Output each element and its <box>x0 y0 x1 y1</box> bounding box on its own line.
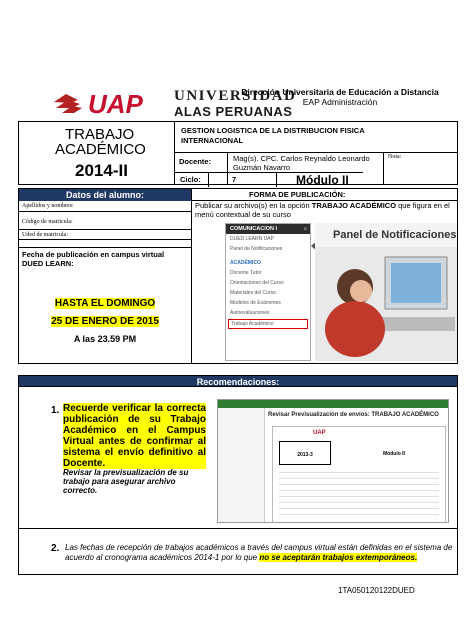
menu-item-orientaciones: Orientaciones del Curso <box>230 280 284 286</box>
rec1-text: Recuerde verificar la correcta publicación de su Trabajo Académico en el Campus Virtual antes de confirmar al sistema el envío definitivo al Docente. <box>63 403 206 469</box>
footer-code: 1TA050120122DUED <box>338 586 415 595</box>
row-divider-2 <box>19 211 191 212</box>
direction-header <box>240 87 440 107</box>
recommendation-2 <box>18 529 458 575</box>
university-line2: ALAS PERUANAS <box>174 104 293 119</box>
menu-section: ACADÉMICO <box>230 260 261 266</box>
menu-header <box>226 224 310 234</box>
rec1-number: 1. <box>51 405 60 416</box>
col-divider-2 <box>383 152 384 184</box>
trabajo-title: TRABAJO <box>65 126 135 143</box>
modulo-label: Módulo II <box>296 173 349 187</box>
preview-topbar <box>218 400 448 408</box>
apellidos-label: Apellidos y nombres: <box>22 203 74 209</box>
course-name: GESTION LOGISTICA DE LA DISTRIBUCION FISICA INTERNACIONAL <box>181 126 365 145</box>
notification-panel <box>315 223 457 361</box>
docente-label: Docente: <box>179 157 212 166</box>
rec2-number: 2. <box>51 543 60 554</box>
nota-label: Nota: <box>388 154 402 160</box>
preview-period: 2013-3 <box>297 452 313 458</box>
uap-wing-logo-icon <box>52 86 160 120</box>
preview-modulo: Módulo II <box>383 451 405 457</box>
publication-text-bold: TRABAJO ACADÉMICO <box>311 201 397 210</box>
preview-screenshot <box>217 399 449 523</box>
rec2-text <box>65 543 453 563</box>
col-divider-4 <box>276 173 277 187</box>
deadline-line2: 25 DE ENERO DE 2015 <box>51 316 159 327</box>
direction-text: Dirección Universitaria de Educación a Distancia <box>241 87 439 97</box>
period-title: 2014-II <box>75 161 128 180</box>
menu-screenshot <box>225 223 311 361</box>
col-divider-3 <box>208 173 209 187</box>
recommendation-1 <box>18 387 458 529</box>
docente-value: Mag(s). CPC. Carlos Reynaldo Leonardo Guzmán Navarro <box>233 154 370 172</box>
title-left-cell <box>19 122 175 184</box>
preview-lines <box>279 467 439 517</box>
menu-item-autoeval: Autoevaluaciones <box>230 310 270 316</box>
menu-item-materiales: Materiales del Curso <box>230 290 276 296</box>
udea-label: Uded de matricula: <box>22 232 68 238</box>
rec2-highlight: no se aceptarán trabajos extemporáneos. <box>259 553 418 562</box>
admin-text: EAP Administración <box>302 97 378 107</box>
menu-header-text: COMUNICACION I <box>230 226 278 232</box>
university-line1: UNIVERSIDAD <box>174 88 297 104</box>
menu-item-modelos: Modelos de Exámenes <box>230 300 281 306</box>
uap-logo <box>52 86 297 120</box>
ciclo-row <box>174 172 363 186</box>
menu-item-dued: DUED LEARN UAP <box>230 236 274 242</box>
deadline-line3: A las 23.59 PM <box>73 334 137 344</box>
fecha-label: Fecha de publicación en campus virtual DUED LEARN: <box>22 250 165 268</box>
row-divider-1 <box>175 152 457 153</box>
student-computer-photo-icon <box>315 247 457 361</box>
student-section <box>18 188 458 364</box>
svg-text:UAP: UAP <box>88 89 143 119</box>
menu-item-docente: Docente Tutor <box>230 270 262 276</box>
panel-title: Panel de Notificaciones <box>333 229 457 241</box>
row-divider-3 <box>19 229 191 230</box>
home-icon: ⌂ <box>303 226 307 232</box>
ciclo-value: 7 <box>232 175 237 184</box>
preview-document <box>272 426 446 523</box>
publication-text-before: Publicar su archivo(s) en la opción <box>195 201 312 210</box>
preview-title: Revisar Previsualización de envíos: TRABAJO ACADÉMICO <box>268 412 439 418</box>
fecha-highlight-bar <box>22 261 102 267</box>
codigo-label: Código de matricula: <box>22 219 73 225</box>
preview-logo: UAP <box>313 430 326 436</box>
preview-sidebar <box>218 408 265 523</box>
academico-title: ACADÉMICO <box>55 141 146 158</box>
rec1-note: Revisar la previsualización de su trabajo para asegurar archivo correcto. <box>63 468 189 495</box>
menu-item-trabajo: Trabajo Académico <box>228 319 308 329</box>
recommendations-header: Recomendaciones: <box>18 375 458 387</box>
row-divider-4 <box>19 239 191 240</box>
rec2-text-main: Las fechas de recepción de trabajos académicos a través del campus virtual están definidas en el sistema de acuerdo al cronograma académicos 2014-1 por lo que <box>65 543 453 562</box>
publication-header: FORMA DE PUBLICACIÓN: <box>249 190 346 199</box>
deadline-line1: HASTA EL DOMINGO <box>54 298 156 309</box>
publication-text <box>195 201 455 219</box>
student-header: Datos del alumno: <box>19 189 191 201</box>
preview-box <box>279 441 331 465</box>
menu-item-panel: Panel de Notificaciones <box>230 246 283 252</box>
row-divider-5 <box>19 247 191 248</box>
publication-text-after: que figura en el menú contextual de su curso <box>195 201 450 219</box>
col-divider-5 <box>191 189 192 363</box>
deadline-block <box>19 293 191 347</box>
ciclo-label: Ciclo: <box>180 175 201 184</box>
